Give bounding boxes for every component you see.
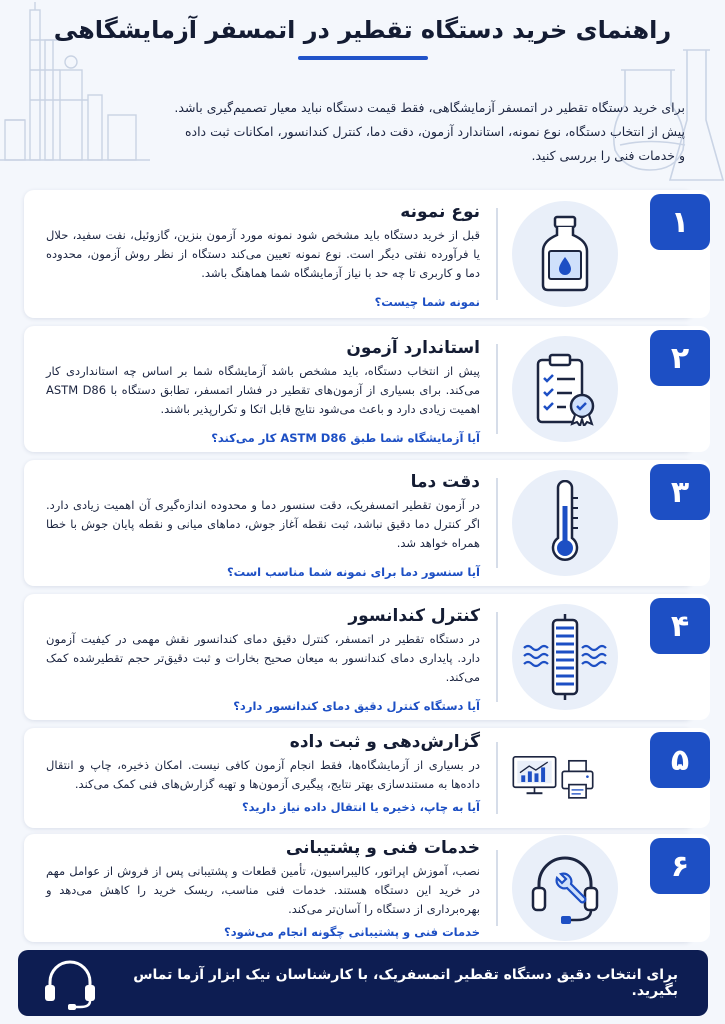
contact-banner-text: برای انتخاب دقیق دستگاه تقطیر اتمسفریک، با کارشناسان نیک ابزار آزما تماس بگیرید. (133, 967, 678, 999)
monitor-printer-icon (512, 725, 618, 831)
step-card-test-standard (24, 326, 694, 452)
headset-icon (40, 958, 100, 1010)
step-question-link[interactable]: نمونه شما چیست؟ (374, 295, 480, 309)
step-card-sample-type (24, 190, 694, 318)
step-description: پیش از انتخاب دستگاه، باید مشخص باشد آزمایشگاه شما بر اساس چه استانداردی کار می‌کند. برای بسیاری از آزمون‌های تقطیر در فشار اتمسفر، تطابق دستگاه با ASTM D86 اهمیت زیادی دارد و باعث می‌شود نتایج قابل اتکا و تکرارپذیر باشند. (46, 364, 480, 416)
step-description: نصب، آموزش اپراتور، کالیبراسیون، تأمین قطعات و پشتیبانی پس از فروش از عوامل مهم در خرید این دستگاه هستند. خدمات فنی مناسب، ریسک خرید را کاهش می‌دهد و بهره‌برداری از دستگاه را آسان‌تر می‌کند. (46, 864, 480, 916)
step-number: ۱ (650, 194, 710, 250)
step-question-link[interactable]: آیا دستگاه کنترل دقیق دمای کندانسور دارد؟ (233, 699, 480, 713)
thermometer-icon (512, 470, 618, 576)
condenser-icon (512, 604, 618, 710)
step-title: گزارش‌دهی و ثبت داده (289, 732, 480, 752)
page-header (0, 16, 725, 60)
intro-text (125, 96, 685, 168)
step-number: ۵ (650, 732, 710, 788)
step-title: دقت دما (410, 472, 480, 492)
title-underline (298, 56, 428, 60)
step-card-temperature-accuracy (24, 460, 694, 586)
step-title: استاندارد آزمون (346, 338, 480, 358)
step-description: در بسیاری از آزمایشگاه‌ها، فقط انجام آزمون کافی نیست. امکان ذخیره، چاپ و انتقال داده‌ها به مستندسازی بهتر نتایج، پیگیری آزمون‌ها و تهیه گزارش‌های فنی کمک می‌کند. (46, 758, 480, 791)
step-card-reporting (24, 728, 694, 828)
contact-banner[interactable] (18, 950, 708, 1016)
step-description: قبل از خرید دستگاه باید مشخص شود نمونه مورد آزمون بنزین، گازوئیل، نفت سفید، حلال یا فرآورده نفتی دیگر است. نوع نمونه تعیین می‌کند دستگاه از نظر روش آزمون، محدوده دما و کاربری تا چه حد با نیاز آزمایشگاه شما هماهنگ باشد. (46, 228, 480, 280)
intro-line: برای خرید دستگاه تقطیر در اتمسفر آزمایشگاهی، فقط قیمت دستگاه نباید معیار تصمیم‌گیری باشد. (174, 100, 685, 115)
step-title: خدمات فنی و پشتیبانی (285, 838, 480, 858)
headset-wrench-icon (512, 835, 618, 941)
step-description: در آزمون تقطیر اتمسفریک، دقت سنسور دما و محدوده اندازه‌گیری آن اهمیت زیادی دارد. اگر کنترل دما دقیق نباشد، ثبت نقطه آغاز جوش، دماهای میانی و نقطه پایان جوش با خطا همراه خواهد شد. (46, 498, 480, 550)
step-question-link[interactable]: آیا آزمایشگاه شما طبق ASTM D86 کار می‌کند؟ (211, 431, 480, 445)
step-number: ۳ (650, 464, 710, 520)
page-title: راهنمای خرید دستگاه تقطیر در اتمسفر آزمایشگاهی (53, 16, 672, 44)
checklist-clipboard-icon (512, 336, 618, 442)
step-number: ۴ (650, 598, 710, 654)
intro-line: و خدمات فنی را بررسی کنید. (531, 148, 685, 163)
step-number: ۶ (650, 838, 710, 894)
step-title: نوع نمونه (400, 202, 480, 222)
sample-bottle-icon (512, 201, 618, 307)
intro-line: پیش از انتخاب دستگاه، نوع نمونه، استاندارد آزمون، دقت دما، کنترل کندانسور، امکانات ثبت داده (184, 124, 685, 139)
step-question-link[interactable]: آیا سنسور دما برای نمونه شما مناسب است؟ (226, 565, 480, 579)
step-number: ۲ (650, 330, 710, 386)
step-description: در دستگاه تقطیر در اتمسفر، کنترل دقیق دمای کندانسور نقش مهمی در کیفیت آزمون دارد. پایداری دمای کندانسور به میعان صحیح بخارات و ثبت دقیق‌تر حجم تقطیرشده کمک می‌کند. (46, 632, 480, 684)
step-question-link[interactable]: آیا به چاپ، ذخیره یا انتقال داده نیاز دارید؟ (241, 800, 480, 814)
step-card-condenser-control (24, 594, 694, 720)
step-question-link[interactable]: خدمات فنی و پشتیبانی چگونه انجام می‌شود؟ (224, 925, 480, 939)
step-title: کنترل کندانسور (348, 606, 480, 626)
step-card-technical-support (24, 834, 694, 942)
